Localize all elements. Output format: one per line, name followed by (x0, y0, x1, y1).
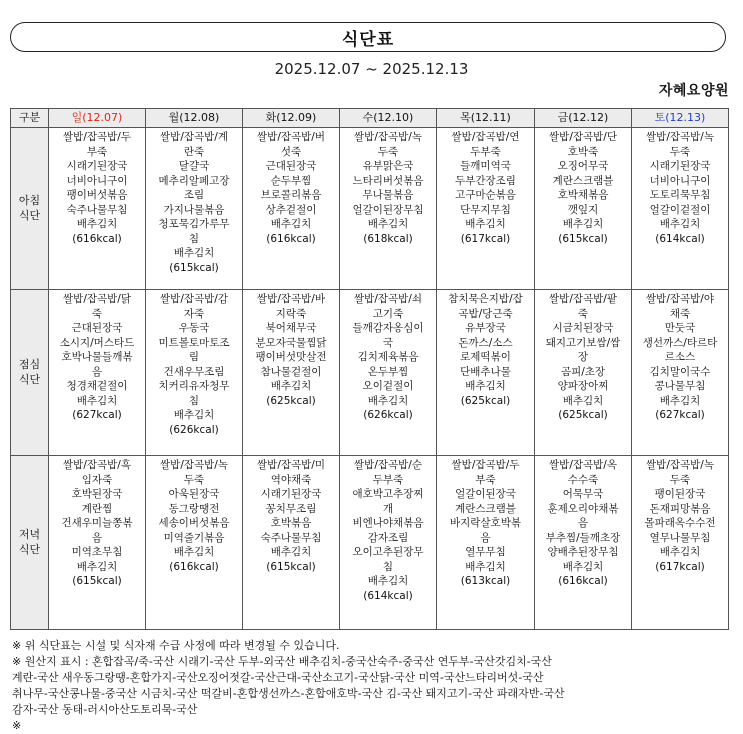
menu-item-line: 깻잎지 (567, 203, 599, 216)
menu-item-line: 콩나물무침 (654, 380, 706, 392)
menu-item-line: 부죽 (86, 145, 108, 158)
menu-item-line: 단무지무침 (460, 203, 511, 216)
menu-item-line: 쌀밥/잡곡밥/녹 (160, 459, 228, 471)
menu-item-line: 호박볶음 (270, 517, 312, 529)
menu-item-line: 얼갈이된장무침 (352, 203, 424, 216)
meal-label-line: 식단 (18, 372, 41, 386)
menu-item-line: 감자조림 (367, 531, 409, 544)
menu-item-line: 쌀밥/잡곡밥/순 (354, 459, 422, 471)
menu-item-line: 돈까스/소스 (458, 336, 513, 349)
menu-item-line: 로제떡볶이 (460, 351, 511, 363)
day-header: 일(12.07) (49, 109, 146, 128)
menu-item-line: 숙주나물무침 (260, 531, 322, 544)
meal-label (11, 290, 49, 456)
menu-item-line: 청경채겉절이 (66, 380, 128, 392)
menu-item-line: 수수죽 (567, 473, 599, 486)
menu-cell (146, 128, 243, 290)
menu-item-line: 가지나물볶음 (163, 203, 225, 216)
menu-item-line: (617kcal) (460, 232, 511, 245)
menu-item-line: 배추김치 (76, 218, 118, 230)
menu-item-line: (626kcal) (363, 409, 413, 421)
menu-cell (146, 290, 243, 456)
menu-item-line: 쌀밥/잡곡밥/녹 (354, 131, 422, 143)
menu-item-line: 시래기된장국 (649, 160, 711, 172)
menu-item-line: 고구마순볶음 (455, 189, 516, 201)
menu-cell (49, 456, 146, 630)
menu-item-line: 호박된장국 (71, 488, 123, 500)
menu-item-line: (613kcal) (460, 575, 511, 587)
meal-label-line: 식단 (18, 542, 41, 556)
page-title: 식단표 (341, 29, 395, 50)
menu-item-line: 배추김치 (465, 218, 506, 230)
menu-cell (632, 128, 729, 290)
menu-item-line: 쌀밥/잡곡밥/단 (549, 131, 617, 143)
menu-cell (437, 456, 535, 630)
menu-item-line: 쌀밥/잡곡밥/야 (646, 293, 714, 305)
meal-label-line: 저녁 (18, 528, 41, 541)
menu-item-line: (614kcal) (655, 232, 705, 245)
menu-item-line: 음 (577, 517, 589, 529)
menu-item-line: 계란찜 (81, 502, 113, 515)
menu-item-line: 지락죽 (275, 307, 307, 320)
corner-header: 구분 (11, 109, 49, 128)
menu-item-line: 섯죽 (280, 145, 302, 158)
menu-item-line: 시래기된장국 (66, 160, 128, 172)
meal-row (11, 290, 729, 456)
meal-label-line: 아침 (18, 194, 41, 207)
menu-item-line: 채죽 (669, 307, 691, 320)
day-header: 수(12.10) (340, 109, 437, 128)
menu-item-line: 쌀밥/잡곡밥/두 (63, 131, 131, 143)
menu-item-line: 비엔나야채볶음 (352, 517, 424, 529)
menu-item-line: 양파장아찌 (557, 380, 609, 392)
meal-label (11, 456, 49, 630)
menu-item-line: 임자죽 (81, 473, 113, 486)
menu-item-line: 배추김치 (367, 575, 409, 587)
header-row (11, 109, 729, 128)
menu-item-line: 단배추나물 (460, 365, 511, 378)
menu-item-line: 바지락살호박볶 (449, 517, 521, 529)
menu-item-line: 호박죽 (567, 145, 599, 158)
menu-item-line: 호박나물들깨볶 (61, 351, 133, 363)
menu-item-line: 상추겉절이 (265, 203, 317, 216)
menu-item-line: 쌀밥/잡곡밥/팥 (549, 293, 617, 305)
menu-item-line: 유부장국 (465, 322, 506, 334)
menu-cell (535, 128, 632, 290)
menu-item-line: (615kcal) (169, 261, 219, 274)
menu-cell (340, 456, 437, 630)
menu-item-line: 죽 (91, 307, 103, 320)
menu-item-line: 두죽 (377, 145, 399, 158)
menu-item-line: 호박채볶음 (557, 189, 609, 201)
menu-item-line: 훈제오리야채볶 (547, 502, 619, 515)
menu-item-line: 배추김치 (659, 394, 701, 407)
menu-item-line: 배추김치 (367, 394, 409, 407)
meal-label-line: 식단 (18, 208, 41, 222)
menu-cell (632, 290, 729, 456)
menu-item-line: 배추김치 (562, 560, 604, 573)
menu-item-line: 얼갈이겉절이 (649, 203, 711, 216)
menu-item-line: (627kcal) (655, 409, 705, 421)
title-box (10, 22, 726, 52)
menu-item-line: 김치말이국수 (649, 365, 711, 378)
menu-item-line: 미역초무침 (71, 546, 123, 558)
menu-item-line: 쌀밥/잡곡밥/흑 (63, 459, 131, 471)
menu-item-line: (625kcal) (558, 409, 608, 421)
notes (12, 638, 724, 734)
menu-item-line: 건새우무조림 (163, 365, 225, 378)
menu-item-line: 쌀밥/잡곡밥/닭 (63, 293, 131, 305)
menu-item-line: 열무나물무침 (649, 531, 711, 544)
menu-item-line: 두죽 (183, 473, 205, 486)
menu-item-line: 침 (188, 232, 200, 245)
menu-item-line: 배추김치 (659, 546, 701, 558)
menu-item-line: 배추김치 (76, 394, 118, 407)
menu-item-line: 고기죽 (372, 307, 404, 320)
menu-item-line: 근대된장국 (71, 322, 123, 334)
menu-item-line: (625kcal) (266, 394, 316, 407)
menu-item-line: 무나물볶음 (362, 189, 414, 201)
menu-item-line: 온두부찜 (367, 365, 409, 378)
menu-item-line: 쌀밥/잡곡밥/버 (257, 131, 325, 143)
menu-item-line: 란죽 (183, 145, 205, 158)
day-header: 금(12.12) (535, 109, 632, 128)
menu-item-line: 유부맑은국 (362, 160, 414, 172)
menu-item-line: 근대된장국 (265, 160, 317, 172)
menu-item-line: 열무무침 (465, 546, 506, 558)
menu-item-line: 치커리유자청무 (158, 380, 230, 392)
menu-item-line: (618kcal) (363, 232, 413, 245)
menu-item-line: 어묵무국 (562, 488, 604, 500)
menu-item-line: 참치묵은지밥/잡 (448, 293, 523, 305)
menu-item-line: 배추김치 (173, 409, 215, 421)
menu-item-line: (615kcal) (72, 575, 122, 587)
menu-item-line: 오징어무국 (557, 160, 609, 172)
menu-cell (535, 290, 632, 456)
menu-item-line: (615kcal) (266, 560, 316, 573)
menu-item-line: 청포묵김가루무 (158, 218, 230, 230)
menu-item-line: (625kcal) (460, 394, 511, 407)
day-header: 월(12.08) (146, 109, 243, 128)
menu-item-line: 돈재피망볶음 (649, 502, 711, 515)
menu-item-line: 시래기된장국 (260, 488, 322, 500)
menu-item-line: 얼갈이된장국 (455, 488, 516, 500)
menu-item-line: 곡밥/당근죽 (458, 307, 513, 320)
menu-item-line: 쌀밥/잡곡밥/두 (451, 459, 520, 471)
menu-item-line: 두죽 (669, 473, 691, 486)
menu-cell (340, 128, 437, 290)
menu-item-line: 건새우미늘쫑볶 (61, 517, 133, 529)
menu-cell (49, 290, 146, 456)
menu-item-line: 팽이버섯맛살전 (255, 351, 327, 363)
menu-item-line: 세송이버섯볶음 (158, 517, 230, 529)
menu-item-line: (616kcal) (266, 232, 316, 245)
menu-item-line: 두부죽 (372, 473, 404, 486)
menu-item-line: (616kcal) (169, 560, 219, 573)
menu-item-line: 배추김치 (270, 218, 312, 230)
menu-item-line: 들깨미역국 (460, 160, 511, 172)
menu-item-line: 계란스크램블 (455, 502, 516, 515)
menu-item-line: (626kcal) (169, 423, 219, 436)
note-line: ※ 원산지 표시 : 혼합잡곡/죽-국산 시래기-국산 두부-외국산 배추김치-중국산숙주-중국산 연두부-국산갓김치-국산 (12, 655, 552, 668)
menu-item-line: 너비아니구이 (649, 174, 711, 187)
menu-item-line: 배추김치 (367, 218, 409, 230)
menu-item-line: 생선까스/타르타 (642, 336, 718, 349)
menu-item-line: 배추김치 (562, 394, 604, 407)
menu-item-line: 두부간장조림 (455, 174, 516, 187)
menu-item-line: (614kcal) (363, 589, 413, 602)
menu-item-line: 음 (480, 531, 491, 544)
menu-item-line: 쌀밥/잡곡밥/바 (257, 293, 325, 305)
menu-item-line: 조림 (183, 189, 205, 201)
menu-cell (632, 456, 729, 630)
menu-item-line: 배추김치 (562, 218, 604, 230)
menu-cell (243, 290, 340, 456)
menu-item-line: 북어채무국 (265, 322, 317, 334)
note-line: 취나무-국산콩나물-중국산 시금치-국산 떡갈비-혼합생선까스-혼합애호박-국산 김-국산 돼지고기-국산 파래자반-국산 (12, 687, 565, 700)
menu-item-line: 쌀밥/잡곡밥/미 (257, 459, 325, 471)
menu-item-line: 배추김치 (659, 218, 701, 230)
meal-label-line: 점심 (18, 358, 41, 371)
menu-item-line: 너비아니구이 (66, 174, 128, 187)
menu-item-line: (627kcal) (72, 409, 122, 421)
menu-item-line: 쌀밥/잡곡밥/계 (160, 131, 228, 143)
menu-item-line: 소시지/머스타드 (59, 336, 135, 349)
menu-item-line: 몰파래옥수수전 (644, 517, 716, 529)
menu-item-line: 장 (577, 351, 589, 363)
menu-cell (437, 290, 535, 456)
menu-item-line: 들깨감자옹심이 (352, 322, 424, 334)
menu-item-line: 쌀밥/잡곡밥/연 (451, 131, 520, 143)
menu-cell (49, 128, 146, 290)
day-header: 화(12.09) (243, 109, 340, 128)
menu-item-line: 동그랑땡전 (168, 502, 220, 515)
menu-item-line: 림 (188, 351, 200, 363)
meal-row (11, 456, 729, 630)
menu-item-line: 배추김치 (173, 247, 215, 259)
menu-item-line: 메추리알페고장 (158, 174, 230, 187)
menu-item-line: 참나물겉절이 (260, 365, 322, 378)
menu-item-line: 양배추된장무침 (547, 546, 619, 558)
menu-item-line: 미역줄기볶음 (163, 531, 225, 544)
menu-item-line: 부추찜/들깨초장 (545, 531, 621, 544)
menu-item-line: 아욱된장국 (168, 488, 220, 500)
menu-item-line: 배추김치 (76, 560, 118, 573)
menu-item-line: 쌀밥/잡곡밥/쇠 (354, 293, 422, 305)
menu-item-line: 만둣국 (664, 322, 696, 334)
menu-item-line: 침 (382, 560, 394, 573)
menu-item-line: 개 (382, 502, 394, 515)
menu-item-line: 죽 (577, 307, 589, 320)
menu-cell (437, 128, 535, 290)
menu-item-line: 자죽 (183, 307, 205, 320)
menu-item-line: (615kcal) (558, 232, 608, 245)
menu-item-line: 애호박고추장찌 (352, 488, 424, 500)
menu-item-line: 음 (91, 531, 103, 544)
menu-item-line: 배추김치 (465, 560, 506, 573)
menu-item-line: 우동국 (178, 322, 210, 334)
menu-item-line: 역야채죽 (270, 473, 312, 486)
menu-cell (243, 456, 340, 630)
note-line: 감자-국산 동태-러시아산도토리묵-국산 (12, 703, 198, 716)
menu-item-line: 부죽 (475, 473, 496, 486)
menu-item-line: 팽이버섯볶음 (66, 189, 128, 201)
menu-item-line: 르소스 (664, 351, 696, 363)
menu-item-line: 침 (188, 394, 200, 407)
menu-cell (146, 456, 243, 630)
menu-item-line: 숙주나물무침 (66, 203, 128, 216)
menu-item-line: 쌀밥/잡곡밥/녹 (646, 459, 714, 471)
menu-item-line: 쌀밥/잡곡밥/녹 (646, 131, 714, 143)
menu-item-line: 곰피/초장 (560, 365, 606, 378)
menu-item-line: 배추김치 (465, 380, 506, 392)
date-range: 2025.12.07 ~ 2025.12.13 (274, 60, 469, 78)
facility-name: 자혜요양원 (658, 83, 729, 99)
menu-item-line: 배추김치 (270, 546, 312, 558)
menu-item-line: 돼지고기보쌈/쌈 (545, 336, 621, 349)
menu-cell (340, 290, 437, 456)
menu-item-line: 배추김치 (173, 546, 215, 558)
menu-item-line: 쌀밥/잡곡밥/감 (160, 293, 228, 305)
menu-item-line: (616kcal) (72, 232, 122, 245)
menu-item-line: 시금치된장국 (552, 322, 614, 334)
note-line: 계란-국산 새우동그랑땡-혼합가지-국산오징어젓갈-국산근대-국산소고기-국산닭-국산 미역-국산느타리버섯-국산 (12, 671, 544, 684)
menu-item-line: 두부죽 (470, 145, 501, 158)
menu-table (10, 108, 729, 630)
day-header: 목(12.11) (437, 109, 535, 128)
meal-label (11, 128, 49, 290)
menu-item-line: 두죽 (669, 145, 691, 158)
menu-item-line: 미트볼토마토조 (158, 336, 230, 349)
meal-row (11, 128, 729, 290)
menu-item-line: 팽이된장국 (654, 488, 706, 500)
day-header: 토(12.13) (632, 109, 729, 128)
menu-item-line: 오이고추된장무 (352, 546, 424, 558)
menu-item-line: 꽁치무조림 (265, 502, 317, 515)
menu-item-line: 국 (382, 336, 394, 349)
menu-item-line: 음 (91, 365, 103, 378)
menu-item-line: 오이겉절이 (362, 380, 414, 392)
menu-item-line: (617kcal) (655, 560, 705, 573)
menu-cell (243, 128, 340, 290)
note-line: ※ (12, 719, 22, 732)
menu-item-line: (616kcal) (558, 575, 608, 587)
note-line: ※ 위 식단표는 시설 및 식자재 수급 사정에 따라 변경될 수 있습니다. (12, 639, 340, 652)
menu-item-line: 분모자국물찜닭 (255, 336, 327, 349)
menu-item-line: 쌀밥/잡곡밥/옥 (549, 459, 617, 471)
menu-item-line: 배추김치 (270, 380, 312, 392)
menu-item-line: 느타리버섯볶음 (352, 174, 424, 187)
menu-cell (535, 456, 632, 630)
menu-item-line: 김치제육볶음 (357, 351, 419, 363)
menu-item-line: 계란스크램블 (552, 174, 614, 187)
menu-item-line: 브로콜리볶음 (260, 189, 322, 201)
menu-item-line: 순두부찜 (270, 174, 312, 187)
menu-item-line: 달걀국 (178, 160, 210, 172)
menu-item-line: 도토리묵무침 (649, 189, 711, 201)
